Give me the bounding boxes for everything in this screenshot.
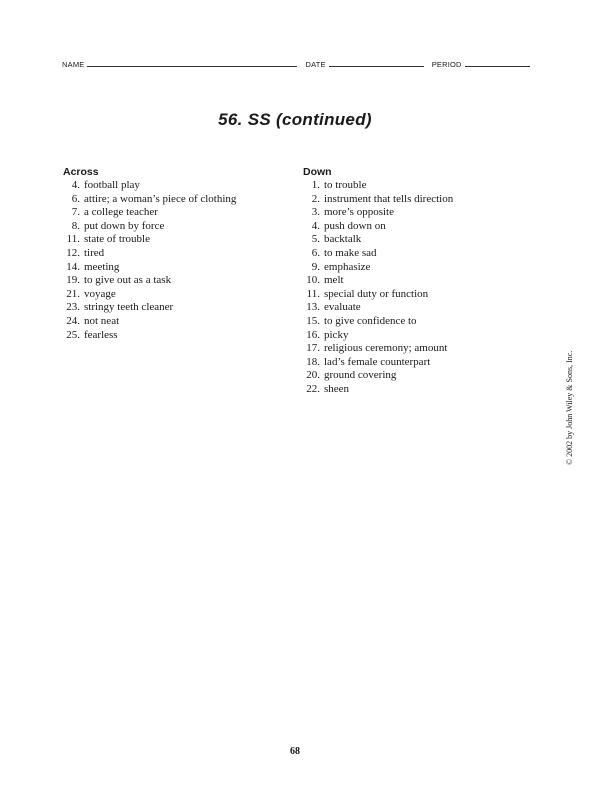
clue-text: evaluate: [324, 301, 361, 314]
name-label: NAME: [62, 60, 85, 69]
clue-number: 19.: [66, 274, 80, 287]
across-clue-list: [60, 179, 280, 342]
date-blank-line: [329, 65, 424, 67]
copyright-notice: © 2002 by John Wiley & Sons, Inc.: [565, 350, 574, 465]
clue-text: put down by force: [84, 219, 165, 232]
clue-text: voyage: [84, 287, 116, 300]
clue-number: 3.: [311, 206, 320, 219]
down-clue: [300, 193, 520, 207]
clue-number: 17.: [306, 342, 320, 355]
across-clue: [60, 206, 280, 220]
across-clue: [60, 329, 280, 343]
down-clue: [300, 206, 520, 220]
clue-text: push down on: [324, 219, 386, 232]
across-clue: [60, 193, 280, 207]
clue-number: 4.: [311, 219, 320, 232]
clue-text: attire; a woman’s piece of clothing: [84, 192, 237, 205]
clue-number: 12.: [66, 246, 80, 259]
clue-text: religious ceremony; amount: [324, 342, 448, 355]
down-clue: [300, 369, 520, 383]
period-label: PERIOD: [431, 60, 462, 69]
page-title: 56. SS (continued): [218, 110, 372, 129]
down-clue: [300, 220, 520, 234]
clue-text: meeting: [84, 260, 120, 273]
clue-text: more’s opposite: [324, 206, 394, 219]
clue-number: 18.: [306, 355, 320, 368]
down-clue: [300, 274, 520, 288]
clue-number: 5.: [311, 233, 320, 246]
clue-text: to give confidence to: [324, 314, 417, 327]
down-clue: [300, 247, 520, 261]
clue-number: 23.: [66, 301, 80, 314]
down-clue: [300, 261, 520, 275]
down-clue: [300, 288, 520, 302]
clue-text: to trouble: [324, 179, 367, 191]
across-clue: [60, 301, 280, 315]
across-clue: [60, 315, 280, 329]
across-clue: [60, 288, 280, 302]
down-clue: [300, 233, 520, 247]
clue-text: fearless: [84, 328, 118, 341]
across-column: [60, 166, 280, 342]
clue-text: emphasize: [324, 260, 371, 273]
clue-number: 6.: [311, 246, 320, 259]
period-blank-line: [465, 65, 530, 67]
clue-text: tired: [84, 246, 105, 259]
down-clue: [300, 329, 520, 343]
clue-number: 11.: [66, 233, 80, 246]
clue-text: instrument that tells direction: [324, 192, 454, 205]
across-clue: [60, 261, 280, 275]
across-clue: [60, 233, 280, 247]
clue-number: 22.: [306, 382, 320, 395]
name-blank-line: [87, 65, 297, 67]
clue-number: 4.: [71, 179, 80, 191]
clue-number: 14.: [66, 260, 80, 273]
down-clue: [300, 342, 520, 356]
across-clue: [60, 247, 280, 261]
down-column: [300, 166, 520, 397]
clue-text: melt: [324, 274, 344, 287]
clue-text: stringy teeth cleaner: [84, 301, 174, 314]
clue-text: lad’s female counterpart: [324, 355, 431, 368]
across-heading: Across: [63, 166, 99, 178]
clue-text: to give out as a task: [84, 274, 172, 287]
clue-number: 21.: [66, 287, 80, 300]
down-heading: Down: [303, 166, 332, 178]
worksheet-header: [62, 55, 532, 69]
clue-text: state of trouble: [84, 233, 150, 246]
clue-number: 2.: [311, 192, 320, 205]
clue-text: special duty or function: [324, 287, 429, 300]
clue-number: 25.: [66, 328, 80, 341]
clue-text: sheen: [324, 382, 350, 395]
clue-text: a college teacher: [84, 206, 158, 219]
down-clue: [300, 301, 520, 315]
down-clue: [300, 179, 520, 193]
clue-text: picky: [324, 328, 349, 341]
clue-text: backtalk: [324, 233, 362, 246]
clue-number: 7.: [71, 206, 80, 219]
across-clue: [60, 274, 280, 288]
page-number: 68: [290, 746, 300, 757]
clue-text: not neat: [84, 314, 120, 327]
clue-number: 11.: [306, 287, 320, 300]
clue-text: to make sad: [324, 246, 377, 259]
clue-number: 15.: [306, 314, 320, 327]
date-label: DATE: [305, 60, 326, 69]
clue-number: 13.: [306, 301, 320, 314]
across-clue: [60, 179, 280, 193]
down-clue: [300, 383, 520, 397]
clue-number: 8.: [71, 219, 80, 232]
clue-number: 9.: [311, 260, 320, 273]
clue-number: 10.: [306, 274, 320, 287]
clue-text: football play: [84, 179, 140, 191]
down-clue-list: [300, 179, 520, 397]
clue-text: ground covering: [324, 369, 397, 382]
clue-number: 6.: [71, 192, 80, 205]
clue-number: 16.: [306, 328, 320, 341]
down-clue: [300, 315, 520, 329]
clue-number: 24.: [66, 314, 80, 327]
clue-number: 20.: [306, 369, 320, 382]
across-clue: [60, 220, 280, 234]
down-clue: [300, 356, 520, 370]
clue-number: 1.: [311, 179, 320, 191]
